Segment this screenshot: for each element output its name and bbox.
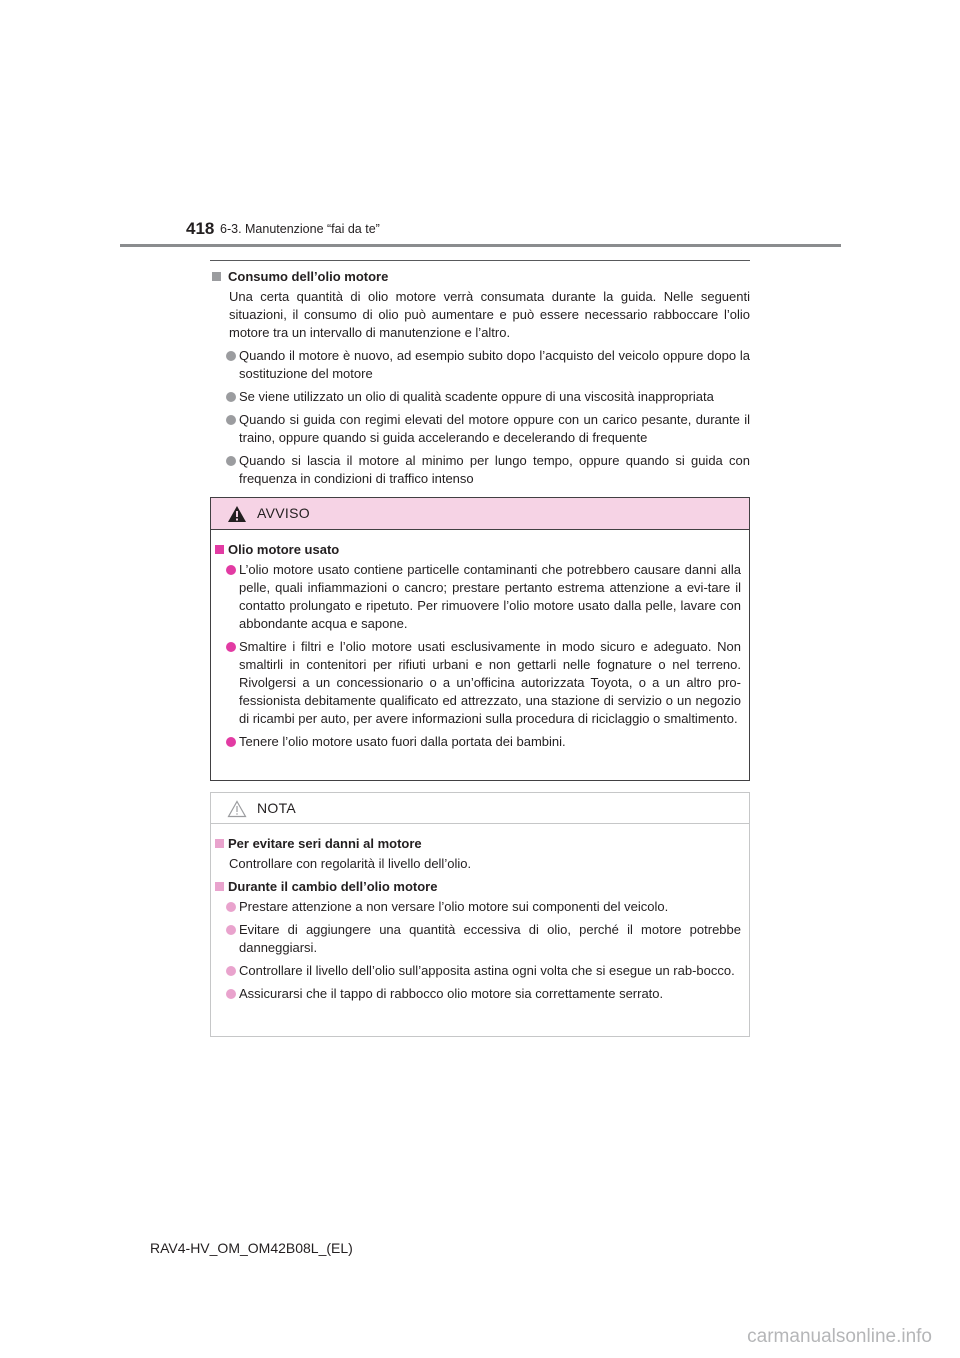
list-item (210, 347, 750, 383)
round-bullet-icon (226, 415, 236, 425)
list-item (210, 388, 750, 406)
warning-body (211, 530, 749, 751)
round-bullet-icon (226, 966, 236, 976)
heading-text: Consumo dell’olio motore (228, 269, 389, 284)
list-item (211, 898, 741, 916)
warning-heading (211, 541, 741, 559)
round-bullet-icon (226, 642, 236, 652)
round-bullet-icon (226, 925, 236, 935)
round-bullet-icon (226, 456, 236, 466)
list-item-text: Quando il motore è nuovo, ad esempio subito dopo l’acquisto del veicolo oppure dopo la sostituzione del motore (239, 348, 750, 381)
list-item-text: Quando si lascia il motore al minimo per lungo tempo, oppure quando si guida con frequenza in condizioni di traffico intenso (239, 453, 750, 486)
list-item (211, 962, 741, 980)
heading-text: Per evitare seri danni al motore (228, 836, 422, 851)
note-header (211, 793, 749, 824)
list-item (211, 638, 741, 728)
list-item (211, 985, 741, 1003)
list-item-text: Controllare il livello dell’olio sull’apposita astina ogni volta che si esegue un rab-bocco. (239, 963, 735, 978)
list-item-text: L’olio motore usato contiene particelle contaminanti che potrebbero causare danni alla pelle, quali infiammazioni o cancro; prestare pertanto estrema attenzione a evi-tare il contatto prolungato e ripetuto. Per rimuovere l’olio motore usato dalla pelle, lavare con abbondante acqua e sapone. (239, 562, 741, 631)
round-bullet-icon (226, 737, 236, 747)
warning-box (210, 497, 750, 781)
warning-header (211, 498, 749, 530)
list-item-text: Prestare attenzione a non versare l’olio motore sui componenti del veicolo. (239, 899, 669, 914)
section-heading (210, 268, 750, 286)
square-bullet-icon (212, 272, 221, 281)
list-item-text: Smaltire i filtri e l’olio motore usati esclusivamente in modo sicuro e adeguato. Non smaltirli in contenitori per rifiuti urbani e non gettarli nelle fognature o nel terreno. Rivolgersi a un concessionario o a un’officina autorizzata Toyota, o a un altro pro-fessionista debitamente qualificato ed attrezzato, una stazione di servizio o un negozio di ricambi per auto, per avere informazioni sulla procedura di riciclaggio o smaltimento. (239, 639, 741, 726)
list-item (211, 921, 741, 957)
content-divider (210, 260, 750, 261)
warning-triangle-icon (227, 505, 247, 523)
round-bullet-icon (226, 902, 236, 912)
intro-paragraph: Una certa quantità di olio motore verrà consumata durante la guida. Nelle seguenti situazioni, il consumo di olio può aumentare e può essere necessario rabboccare l’olio motore tra un intervallo di manutenzione e l’altro. (229, 289, 750, 340)
list-item-text: Quando si guida con regimi elevati del motore oppure con un carico pesante, durante il traino, oppure quando si guida accelerando e decelerando di frequente (239, 412, 750, 445)
header-divider (120, 244, 841, 247)
list-item-text: Tenere l’olio motore usato fuori dalla portata dei bambini. (239, 734, 566, 749)
note-title: NOTA (257, 800, 297, 816)
list-item-text: Evitare di aggiungere una quantità eccessiva di olio, perché il motore potrebbe danneggiarsi. (239, 922, 741, 955)
heading-text: Olio motore usato (228, 542, 340, 557)
watermark-text: carmanualsonline.info (747, 1326, 932, 1347)
list-item (210, 452, 750, 488)
note-paragraph: Controllare con regolarità il livello dell’olio. (229, 856, 472, 871)
warning-title: AVVISO (257, 505, 310, 521)
round-bullet-icon (226, 565, 236, 575)
note-body (211, 824, 749, 1003)
list-item (211, 561, 741, 633)
note-heading (211, 835, 741, 853)
section-title: 6-3. Manutenzione “fai da te” (220, 222, 380, 236)
square-bullet-icon (215, 545, 224, 554)
document-code: RAV4-HV_OM_OM42B08L_(EL) (150, 1240, 353, 1256)
list-item (210, 411, 750, 447)
note-box (210, 792, 750, 1037)
list-item-text: Se viene utilizzato un olio di qualità scadente oppure di una viscosità inappropriata (239, 389, 714, 404)
list-item-text: Assicurarsi che il tappo di rabbocco olio motore sia correttamente serrato. (239, 986, 664, 1001)
round-bullet-icon (226, 989, 236, 999)
list-item (211, 733, 741, 751)
page-header (0, 0, 960, 250)
page-number: 418 (186, 219, 215, 238)
square-bullet-icon (215, 882, 224, 891)
intro-section (210, 268, 750, 493)
round-bullet-icon (226, 351, 236, 361)
square-bullet-icon (215, 839, 224, 848)
round-bullet-icon (226, 392, 236, 402)
note-heading (211, 878, 741, 896)
heading-text: Durante il cambio dell’olio motore (228, 879, 438, 894)
caution-outline-icon (227, 800, 247, 818)
